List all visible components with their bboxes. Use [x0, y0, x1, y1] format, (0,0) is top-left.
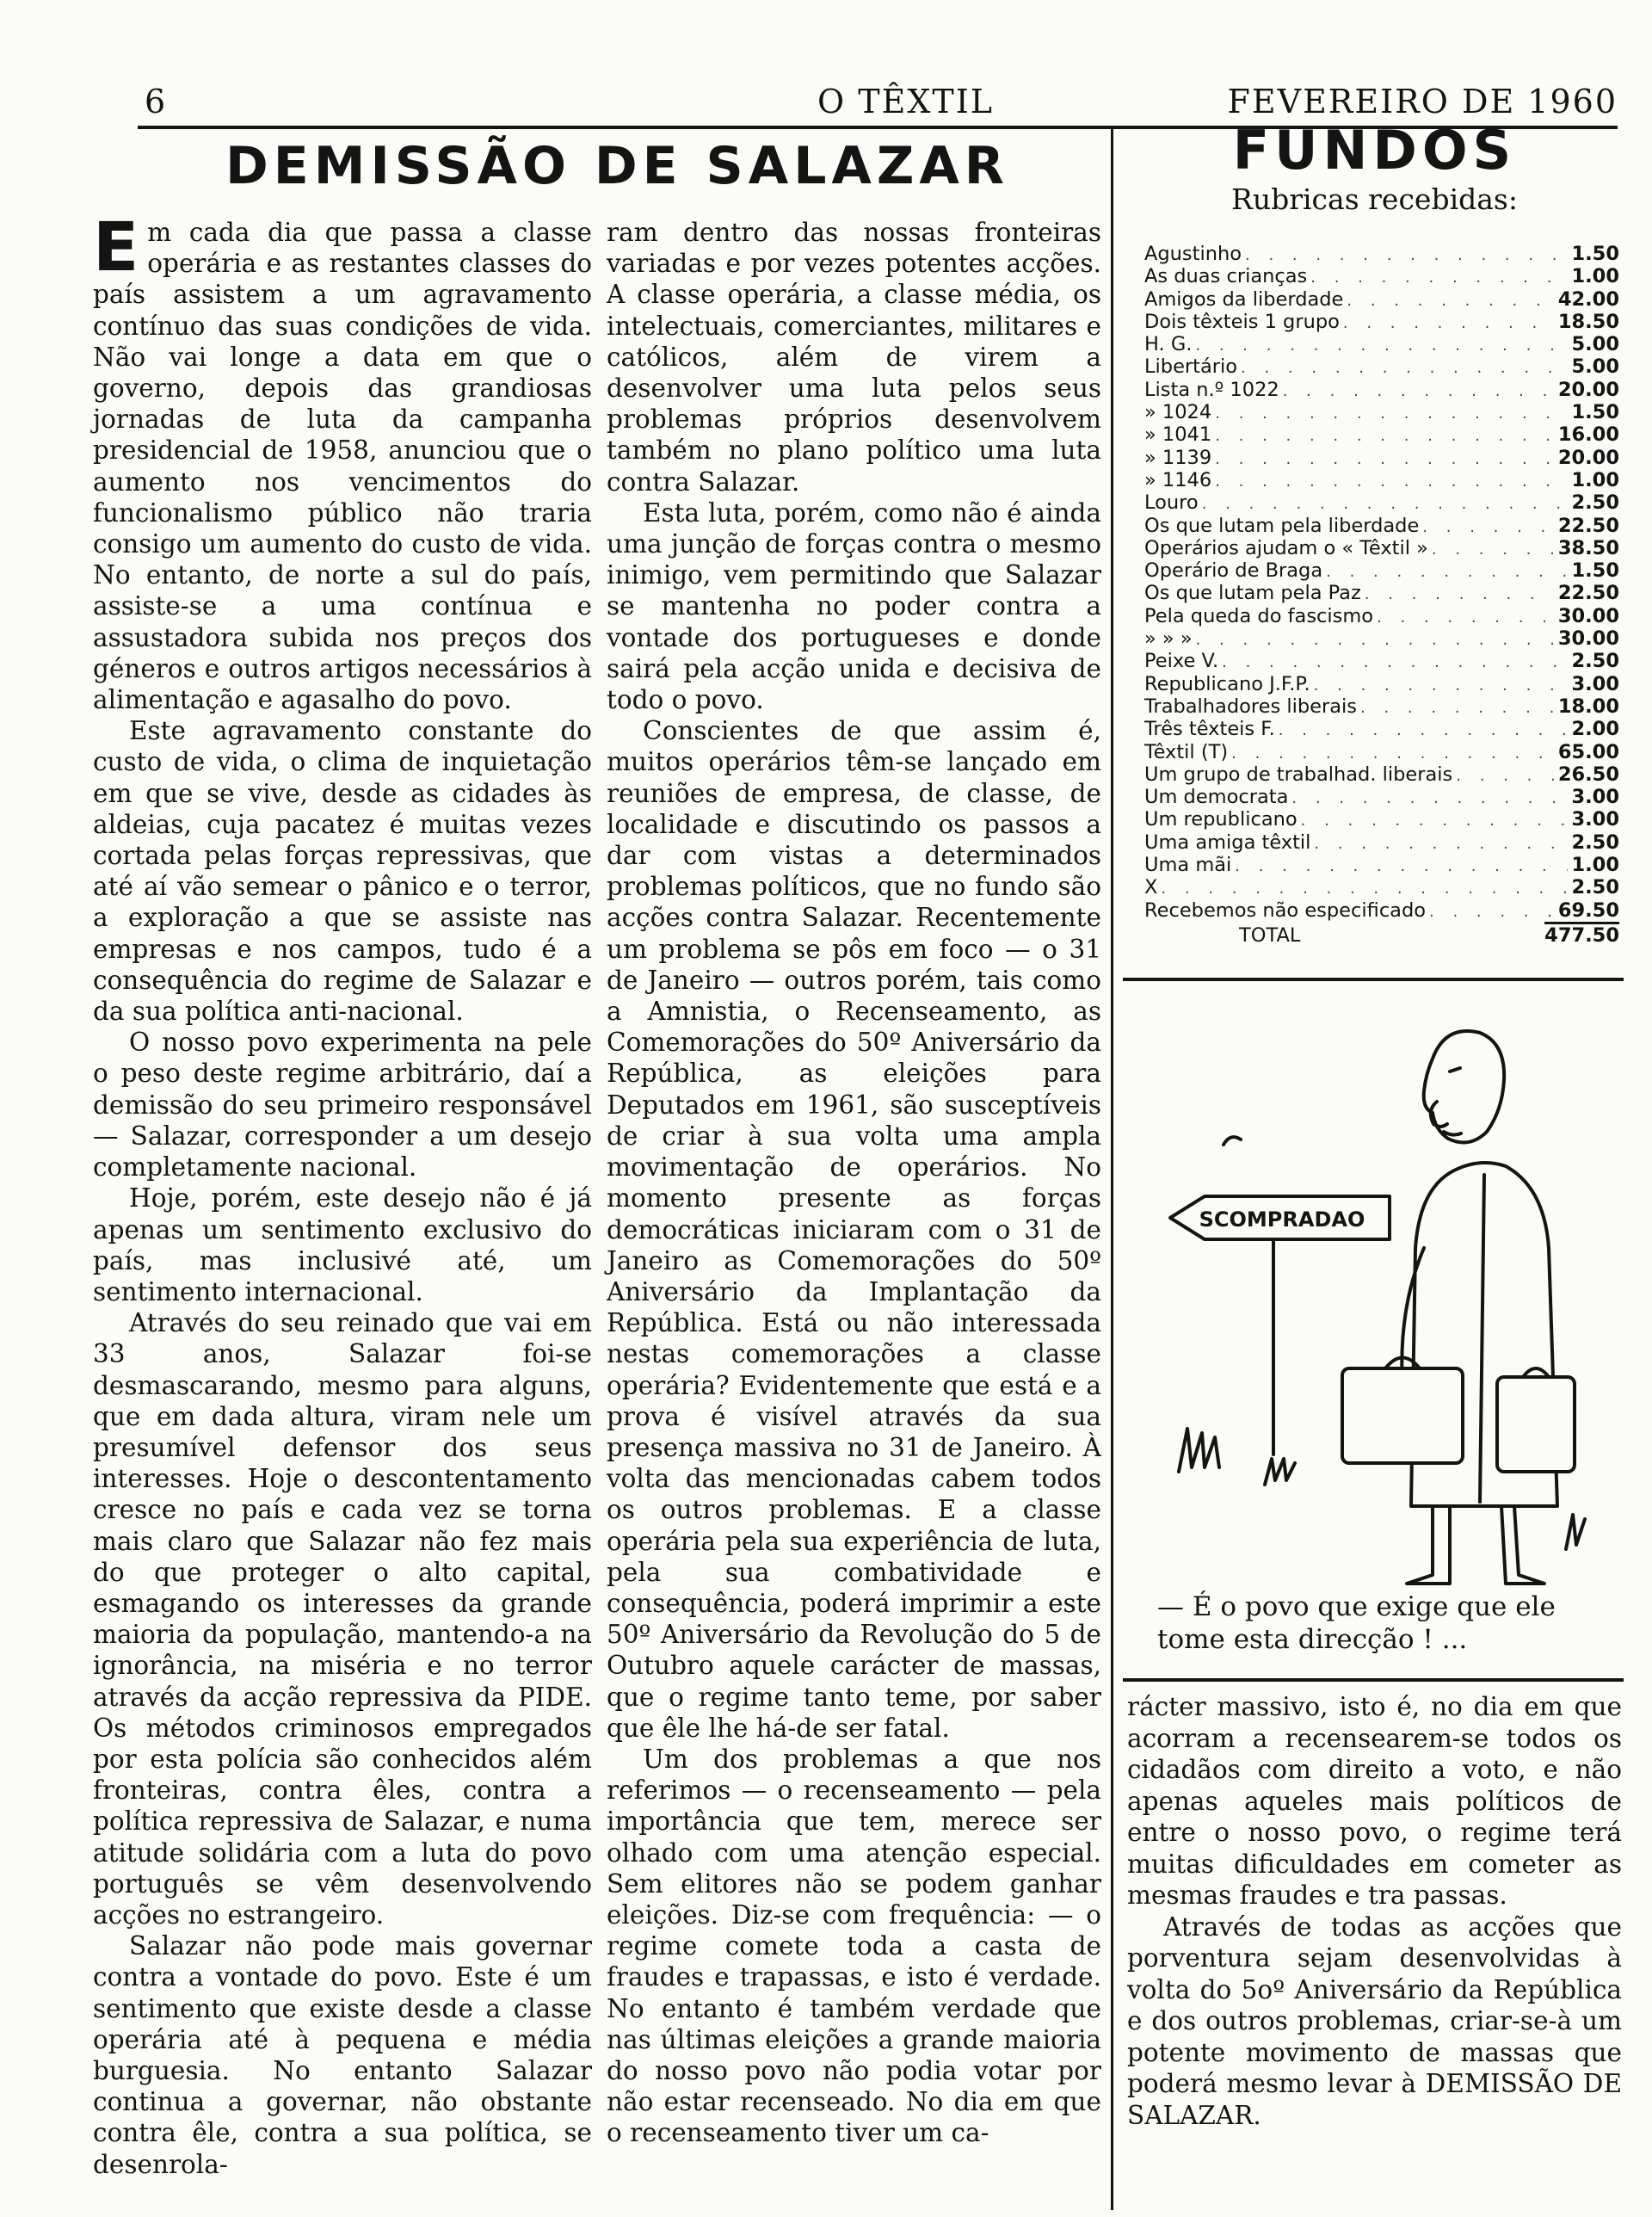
- drop-cap: E: [93, 209, 139, 287]
- funds-donor: H. G.: [1144, 333, 1193, 356]
- funds-donor: As duas crianças: [1144, 265, 1308, 288]
- article-paragraph: Através do seu reinado que vai em 33 anos, Salazar foi-se desmascarando, mesmo para alguns, que em dada altura, viram nele um presumível defensor dos seus interesses. Hoje o descontentamento cresce no país e cada vez se torna mais claro que Salazar não fez mais do que proteger o alto capital, esmagando os interesses da grande maioria da população, mantendo-a na ignorância, na miséria e no terror através da acção repressiva da PIDE. Os métodos criminosos empregados por esta polícia são conhecidos além fronteiras, contra êles, contra a política repressiva de Salazar, e numa atitude solidária com a luta do povo português se vêm desenvolvendo acções no estrangeiro.: [93, 1308, 592, 1930]
- article-paragraph: Esta luta, porém, como não é ainda uma junção de forças contra o mesmo inimigo, vem permitindo que Salazar se mantenha no poder contra a vontade dos portugueses e donde sairá pela acção unida e decisiva de todo o povo.: [607, 497, 1101, 715]
- funds-amount: 22.50: [1557, 514, 1619, 537]
- funds-amount: 20.00: [1557, 378, 1619, 401]
- funds-amount: 30.00: [1557, 627, 1619, 651]
- leader-dots: [1314, 833, 1568, 855]
- funds-row: [1144, 401, 1619, 423]
- leader-dots: [1314, 675, 1569, 697]
- suitcase-right: [1497, 1377, 1575, 1472]
- issue-date: FEVEREIRO DE 1960: [1227, 83, 1618, 120]
- leader-dots: [1245, 244, 1568, 267]
- funds-donor: Os que lutam pela liberdade: [1144, 514, 1420, 537]
- leader-dots: [1429, 901, 1555, 923]
- leader-dots: [1422, 516, 1555, 539]
- article-paragraph: Salazar não pode mais governar contra a vontade do povo. Este é um sentimento que existe desde a classe operária até à pequena e média burguesia. No entanto Salazar continua a governar, não obstante contra êle, contra a sua política, se desenrola-: [93, 1931, 592, 2179]
- article-paragraph: Um dos problemas a que nos referimos — o recenseamento — pela importância que tem, merece ser olhado com uma atenção especial. Sem elitores não se podem ganhar eleições. Diz-se com frequência: — o regime comete toda a casta de fraudes e trapassas, e isto é verdade. No entanto é também verdade que nas últimas eleições a grande maioria do nosso povo não podia votar por não estar recenseado. No dia em que o recenseamento tiver um ca-: [607, 1744, 1101, 2148]
- newspaper-name: O TÊXTIL: [817, 83, 994, 120]
- funds-donor: Amigos da liberdade: [1144, 287, 1344, 311]
- funds-amount: 3.00: [1571, 808, 1619, 831]
- funds-row: [1144, 831, 1619, 854]
- article-paragraph: Em cada dia que passa a classe operária e as restantes classes do país assistem a um agravamento contínuo das suas condições de vida. Não vai longe a data em que o governo, depois das grandiosas jornadas de luta da campanha presidencial de 1958, anunciou que o aumento nos vencimentos do funcionalismo público não traria consigo um aumento do custo de vida. No entanto, de norte a sul do país, assiste-se a uma contínua e assustadora subida nos preços dos géneros e outros artigos necessários à alimentação e agasalho do povo.: [93, 209, 592, 715]
- funds-donor: Operários ajudam o « Têxtil »: [1144, 536, 1428, 559]
- funds-donor: Operário de Braga: [1144, 559, 1323, 583]
- funds-amount: 38.50: [1557, 536, 1619, 559]
- suitcase-left: [1342, 1368, 1463, 1463]
- funds-amount: 16.00: [1557, 423, 1619, 447]
- funds-donor: » 1024: [1144, 401, 1212, 424]
- funds-amount: 1.50: [1571, 401, 1619, 424]
- funds-row: [1144, 559, 1619, 582]
- funds-amount: 2.50: [1571, 650, 1619, 673]
- grass-left: [1179, 1429, 1219, 1472]
- funds-donor: Pela queda do fascismo: [1144, 604, 1374, 627]
- leader-dots: [1360, 697, 1555, 719]
- leader-dots: [1377, 607, 1555, 629]
- funds-donor: Dois têxteis 1 grupo: [1144, 310, 1340, 333]
- leader-dots: [1365, 584, 1555, 606]
- grass-middle: [1265, 1459, 1295, 1485]
- funds-amount: 2.50: [1571, 831, 1619, 854]
- funds-amount: 1.50: [1571, 243, 1619, 265]
- leader-dots: [1231, 743, 1555, 765]
- funds-row: [1144, 718, 1619, 740]
- funds-amount: 3.00: [1571, 786, 1619, 809]
- funds-donor: » 1041: [1144, 423, 1212, 447]
- funds-row: [1144, 876, 1619, 899]
- leader-dots: [1202, 493, 1569, 516]
- funds-donor: Republicano J.F.P.: [1144, 672, 1310, 695]
- funds-row: [1144, 627, 1619, 650]
- funds-total-label: TOTAL: [1239, 923, 1301, 947]
- funds-donor: Louro: [1144, 491, 1199, 515]
- section-divider: [1123, 1678, 1624, 1682]
- funds-row: [1144, 605, 1619, 627]
- funds-amount: 3.00: [1571, 672, 1619, 695]
- funds-amount: 22.50: [1557, 582, 1619, 605]
- funds-donor: Um democrata: [1144, 786, 1289, 809]
- article-paragraph: O nosso povo experimenta na pele o peso deste regime arbitrário, daí a demissão do seu primeiro responsável — Salazar, corresponder a um desejo completamente nacional.: [93, 1028, 592, 1183]
- funds-donor: X: [1144, 876, 1158, 899]
- article-column-1: [93, 209, 592, 2180]
- leader-dots: [1326, 561, 1568, 584]
- funds-donor: Lista n.º 1022: [1144, 378, 1279, 401]
- funds-donor: Uma mãi: [1144, 854, 1232, 877]
- funds-donor: Trabalhadores liberais: [1144, 695, 1358, 718]
- article-column-2: [607, 217, 1101, 2149]
- funds-row: [1144, 469, 1619, 491]
- leader-dots: [1343, 312, 1555, 335]
- leader-dots: [1222, 652, 1568, 674]
- funds-donor: Um republicano: [1144, 808, 1298, 831]
- funds-row: [1144, 786, 1619, 808]
- funds-row: [1144, 379, 1619, 401]
- funds-row: [1144, 288, 1619, 311]
- leader-dots: [1310, 267, 1568, 289]
- funds-amount: 5.00: [1571, 333, 1619, 356]
- cartoon-caption: — É o povo que exige que ele tome esta direcção ! ...: [1157, 1591, 1556, 1655]
- funds-amount: 1.00: [1571, 468, 1619, 491]
- article-paragraph: ram dentro das nossas fronteiras variadas e por vezes potentes acções. A classe operária, a classe média, os intelectuais, comerciantes, militares e católicos, além de virem a desenvolver uma luta pelos seus problemas próprios desenvolvem também no plano político uma luta contra Salazar.: [607, 218, 1101, 497]
- funds-amount: 2.50: [1571, 491, 1619, 515]
- funds-total-amount: 477.50: [1544, 922, 1619, 947]
- funds-amount: 2.00: [1571, 718, 1619, 741]
- funds-amount: 69.50: [1557, 899, 1619, 922]
- funds-amount: 1.00: [1571, 854, 1619, 877]
- funds-row: [1144, 537, 1619, 559]
- funds-row: [1144, 333, 1619, 355]
- leader-dots: [1456, 765, 1555, 787]
- funds-amount: 42.00: [1557, 287, 1619, 311]
- leader-dots: [1215, 403, 1568, 425]
- funds-row: [1144, 447, 1619, 469]
- cartoon-illustration: [1144, 990, 1609, 1592]
- funds-row: [1144, 491, 1619, 514]
- funds-donor: » » »: [1144, 627, 1193, 651]
- funds-row: [1144, 899, 1619, 922]
- article-paragraph: Este agravamento constante do custo de vida, o clima de inquietação em que se vive, desde as cidades às aldeias, cuja pacatez é muitas vezes cortada pelas forças repressivas, que até aí vão semear o pânico e o terror, a exploração a que se assiste nas empresas e nos campos, tudo é a consequência do regime de Salazar e da sua política anti-nacional.: [93, 716, 592, 1027]
- leader-dots: [1241, 357, 1568, 380]
- bird-mark: [1224, 1137, 1241, 1145]
- leader-dots: [1283, 380, 1555, 403]
- funds-row: [1144, 673, 1619, 695]
- leader-dots: [1301, 810, 1569, 832]
- leader-dots: [1291, 787, 1568, 810]
- funds-donor: Libertário: [1144, 355, 1238, 379]
- leader-dots: [1279, 719, 1569, 742]
- funds-donor: Os que lutam pela Paz: [1144, 582, 1361, 605]
- article-column-3: [1127, 1691, 1622, 2131]
- leader-dots: [1161, 878, 1568, 900]
- funds-row: [1144, 741, 1619, 763]
- man-leg: [1407, 1506, 1450, 1584]
- article-paragraph: Hoje, porém, este desejo não é já apenas um sentimento exclusivo do país, mas inclusivé até, um sentimento internacional.: [93, 1183, 592, 1306]
- page-number: 6: [145, 83, 168, 120]
- leader-dots: [1215, 425, 1555, 448]
- funds-row: [1144, 808, 1619, 831]
- funds-total-row: [1144, 922, 1619, 947]
- funds-subtitle: Rubricas recebidas:: [1231, 182, 1518, 216]
- leader-dots: [1235, 855, 1568, 878]
- article-paragraph: Através de todas as acções que porventura sejam desenvolvidas à volta do 5oº Aniversário da República e dos outros problemas, criar-se-à um potente movimento de massas que poderá mesmo levar à DEMISSÃO DE SALAZAR.: [1127, 1911, 1622, 2130]
- leader-dots: [1215, 448, 1555, 471]
- leader-dots: [1195, 335, 1568, 357]
- funds-amount: 65.00: [1557, 740, 1619, 763]
- funds-title: FUNDOS: [1232, 119, 1517, 182]
- funds-row: [1144, 423, 1619, 446]
- funds-donor: » 1139: [1144, 446, 1212, 469]
- funds-donor: Uma amiga têxtil: [1144, 831, 1311, 854]
- funds-amount: 1.50: [1571, 559, 1619, 583]
- funds-row: [1144, 650, 1619, 672]
- funds-list: [1144, 243, 1619, 947]
- funds-donor: Um grupo de trabalhad. liberais: [1144, 763, 1453, 786]
- funds-row: [1144, 854, 1619, 876]
- funds-row: [1144, 265, 1619, 287]
- leader-dots: [1196, 629, 1555, 652]
- funds-row: [1144, 311, 1619, 333]
- funds-row: [1144, 355, 1619, 378]
- man-leg: [1501, 1506, 1544, 1584]
- funds-donor: Três têxteis F.: [1144, 718, 1275, 741]
- funds-amount: 1.00: [1571, 265, 1619, 288]
- funds-amount: 20.00: [1557, 446, 1619, 469]
- funds-row: [1144, 695, 1619, 718]
- funds-row: [1144, 243, 1619, 265]
- article-paragraph: rácter massivo, isto é, no dia em que acorram a recensearem-se todos os cidadãos com direito a voto, e não apenas aqueles mais políticos de entre o nosso povo, o regime terá muitas dificuldades em cometer as mesmas fraudes e tra passas.: [1127, 1692, 1622, 1910]
- funds-row: [1144, 582, 1619, 604]
- funds-donor: Agustinho: [1144, 243, 1242, 265]
- grass-right: [1566, 1515, 1585, 1549]
- funds-donor: Recebemos não especificado: [1144, 899, 1427, 922]
- funds-amount: 18.00: [1557, 695, 1619, 718]
- funds-amount: 5.00: [1571, 355, 1619, 379]
- funds-row: [1144, 515, 1619, 537]
- section-divider: [1123, 978, 1624, 981]
- funds-amount: 18.50: [1557, 310, 1619, 333]
- article-title: DEMISSÃO DE SALAZAR: [225, 136, 1010, 196]
- funds-amount: 26.50: [1557, 763, 1619, 786]
- leader-dots: [1432, 539, 1555, 561]
- funds-donor: Têxtil (T): [1144, 740, 1229, 763]
- funds-donor: » 1146: [1144, 468, 1212, 491]
- leader-dots: [1215, 471, 1568, 493]
- funds-amount: 30.00: [1557, 604, 1619, 627]
- sign-text: SCOMPRADAO: [1199, 1207, 1365, 1232]
- funds-donor: Peixe V.: [1144, 650, 1219, 673]
- column-divider: [1111, 127, 1113, 2210]
- article-paragraph: Conscientes de que assim é, muitos operários têm-se lançado em reuniões de empresa, de classe, de localidade e discutindo os passos a dar com vistas a determinados problemas políticos, que no fundo são acções contra Salazar. Recentemente um problema se pôs em foco — o 31 de Janeiro — outros porém, tais como a Amnistia, o Recenseamento, as Comemorações do 50º Aniversário da República, as eleições para Deputados em 1961, são susceptíveis de criar à sua volta uma ampla movimentação de operários. No momento presente as forças democráticas iniciaram com o 31 de Janeiro as Comemorações do 50º Aniversário da Implantação da República. Está ou não interessada nestas comemorações a classe operária? Evidentemente que está e a prova é visível através da sua presença massiva no 31 de Janeiro. À volta das mencionadas cabem todos os outros problemas. E a classe operária pela sua experiência de luta, pela sua combatividade e consequência, poderá imprimir a este 50º Aniversário da Revolução do 5 de Outubro aquele carácter de massas, que o regime tanto teme, por saber que êle lhe há-de ser fatal.: [607, 716, 1101, 1743]
- funds-amount: 2.50: [1571, 876, 1619, 899]
- leader-dots: [1347, 290, 1554, 312]
- funds-row: [1144, 763, 1619, 786]
